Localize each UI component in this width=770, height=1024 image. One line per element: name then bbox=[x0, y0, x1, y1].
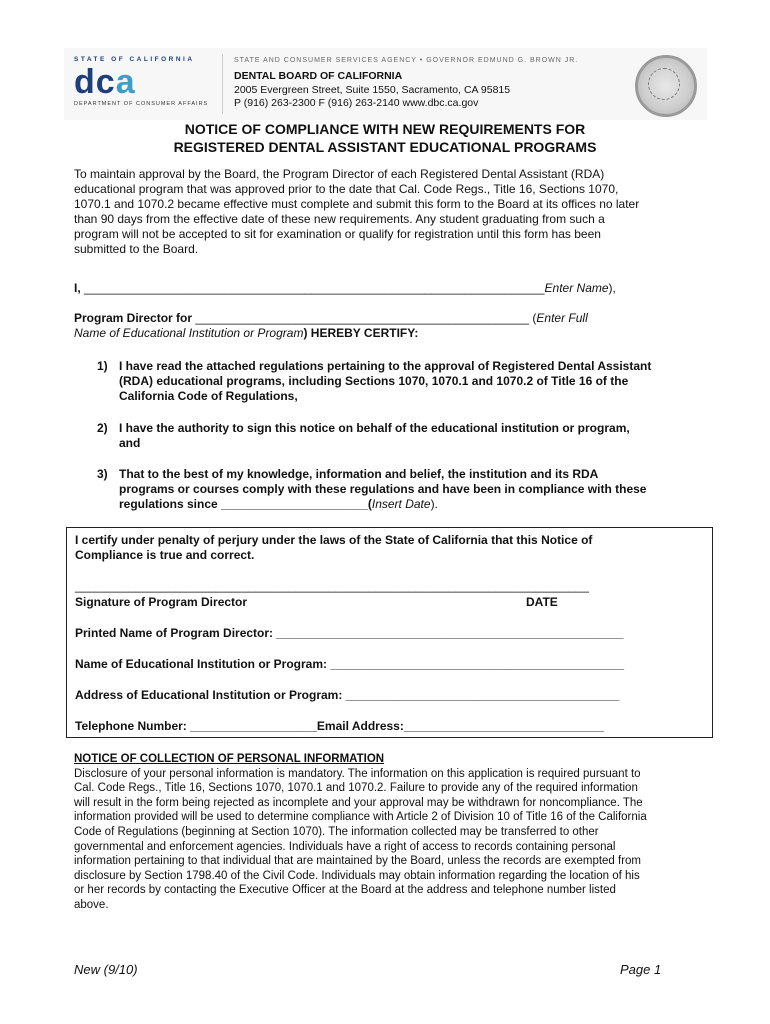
logo-a: a bbox=[115, 63, 136, 101]
signature-label: Signature of Program Director bbox=[75, 595, 248, 609]
program-director-block bbox=[74, 311, 704, 341]
intro-paragraph bbox=[74, 167, 704, 257]
signature-field[interactable]: _____________________________________________________________________________ bbox=[75, 579, 589, 593]
logo-dca-text bbox=[74, 65, 214, 99]
hereby-certify: ) HEREBY CERTIFY: bbox=[303, 326, 419, 340]
name-field[interactable]: _____________________________________________________________________ bbox=[84, 281, 545, 295]
item-line: California Code of Regulations, bbox=[119, 389, 298, 403]
i-label: I, bbox=[74, 281, 85, 295]
intro-line: educational program that was approved prior to the date that Cal. Code Regs., Title 16, Sections 1070, bbox=[74, 182, 619, 196]
board-address: 2005 Evergreen Street, Suite 1550, Sacramento, CA 95815 bbox=[234, 83, 511, 96]
item-line: That to the best of my knowledge, information and belief, the institution and its RDA bbox=[119, 467, 599, 481]
notice-heading: NOTICE OF COLLECTION OF PERSONAL INFORMATION bbox=[74, 753, 385, 765]
intro-line: submitted to the Board. bbox=[74, 242, 199, 256]
item-suffix: ). bbox=[430, 497, 438, 511]
item-number: 2) bbox=[97, 421, 108, 435]
certify-item-1 bbox=[97, 359, 707, 404]
page-number: Page 1 bbox=[620, 962, 662, 977]
institution-address-field[interactable]: Address of Educational Institution or Program: _________________________________________ bbox=[75, 688, 620, 702]
board-name: DENTAL BOARD OF CALIFORNIA bbox=[234, 70, 403, 82]
privacy-notice bbox=[74, 752, 706, 913]
enter-name-hint: Enter Name bbox=[544, 281, 609, 295]
item-line: I have the authority to sign this notice on behalf of the educational institution or program, bbox=[119, 421, 630, 435]
intro-line: program will not be accepted to sit for examination or qualify for registration until this form has been bbox=[74, 227, 601, 241]
notice-line: or her records by contacting the Executive Officer at the Board at the address and telephone number listed bbox=[74, 884, 616, 897]
board-phone: P (916) 263-2300 F (916) 263-2140 www.dbc.ca.gov bbox=[234, 97, 479, 109]
name-line bbox=[74, 281, 704, 296]
perjury-line-1: I certify under penalty of perjury under the laws of the State of California that this Notice of bbox=[75, 533, 593, 547]
page-title bbox=[0, 120, 770, 156]
certify-item-2 bbox=[97, 421, 707, 451]
item-line: I have read the attached regulations pertaining to the approval of Registered Dental Assistant bbox=[119, 359, 652, 373]
title-line-1: NOTICE OF COMPLIANCE WITH NEW REQUIREMENTS FOR bbox=[184, 121, 586, 137]
letterhead bbox=[64, 48, 707, 120]
board-info bbox=[234, 70, 510, 111]
intro-line: than 90 days from the effective date of these new requirements. Any student graduating from such a bbox=[74, 212, 605, 226]
program-field[interactable]: __________________________________________________ bbox=[195, 311, 530, 325]
item-line: (RDA) educational programs, including Sections 1070, 1070.1 and 1070.2 of Title 16 of the bbox=[119, 374, 629, 388]
enter-full-hint: Enter Full bbox=[536, 311, 588, 325]
printed-name-field[interactable]: Printed Name of Program Director: ____________________________________________________ bbox=[75, 626, 624, 640]
agency-line: STATE AND CONSUMER SERVICES AGENCY • GOVERNOR EDMUND G. BROWN JR. bbox=[234, 57, 579, 64]
certify-item-3 bbox=[97, 467, 707, 512]
notice-line: Disclosure of your personal information is mandatory. The information on this application is required pursuant to bbox=[74, 767, 641, 780]
notice-line: information pertaining to that individual that are maintained by the Board, unless the records are exempted from bbox=[74, 855, 642, 868]
institution-hint: Name of Educational Institution or Program bbox=[74, 326, 304, 340]
insert-date-hint: Insert Date bbox=[371, 497, 431, 511]
logo-state-text: STATE OF CALIFORNIA bbox=[74, 56, 195, 63]
form-version: New (9/10) bbox=[74, 962, 138, 977]
notice-line: disclosure by Section 1798.40 of the Civil Code. Individuals may obtain information regarding the location of his bbox=[74, 869, 640, 882]
program-director-label: Program Director for bbox=[74, 311, 196, 325]
dca-logo bbox=[74, 56, 214, 107]
notice-line: Code of Regulations (beginning at Section 1070). The information collected may be transferred to other bbox=[74, 825, 599, 838]
item-number: 1) bbox=[97, 359, 108, 373]
telephone-email-field[interactable]: Telephone Number: ___________________Email Address:______________________________ bbox=[75, 719, 605, 733]
enter-full-prefix: ( bbox=[529, 311, 537, 325]
since-date-field[interactable]: regulations since ______________________( bbox=[119, 497, 372, 511]
certification-box bbox=[66, 527, 713, 738]
notice-line: governmental and enforcement agencies. Individuals have a right of access to records containing personal bbox=[74, 840, 616, 853]
state-seal-icon bbox=[635, 55, 697, 117]
logo-dc: dc bbox=[74, 63, 116, 101]
perjury-line-2: Compliance is true and correct. bbox=[75, 548, 255, 562]
item-line: programs or courses comply with these regulations and have been in compliance with these bbox=[119, 482, 647, 496]
letterhead-divider bbox=[222, 54, 223, 114]
title-line-2: REGISTERED DENTAL ASSISTANT EDUCATIONAL PROGRAMS bbox=[173, 139, 597, 155]
date-label: DATE bbox=[526, 595, 558, 609]
institution-name-field[interactable]: Name of Educational Institution or Program: ____________________________________________ bbox=[75, 657, 624, 671]
notice-line: above. bbox=[74, 898, 109, 911]
notice-line: will result in the form being rejected as incomplete and your approval may be withdrawn for noncompliance. The bbox=[74, 796, 643, 809]
notice-line: Cal. Code Regs., Title 16, Sections 1070, 1070.1 and 1070.2. Failure to provide any of the required information bbox=[74, 782, 638, 795]
name-suffix: ), bbox=[608, 281, 616, 295]
item-line: and bbox=[119, 436, 141, 450]
intro-line: To maintain approval by the Board, the Program Director of each Registered Dental Assistant (RDA) bbox=[74, 167, 605, 181]
item-number: 3) bbox=[97, 467, 108, 481]
notice-line: information provided will be used to determine compliance with Article 2 of Division 10 of Title 16 of the California bbox=[74, 811, 647, 824]
intro-line: 1070.1 and 1070.2 became effective must complete and submit this form to the Board at its offices no later bbox=[74, 197, 640, 211]
logo-dept-text: DEPARTMENT OF CONSUMER AFFAIRS bbox=[74, 101, 209, 107]
